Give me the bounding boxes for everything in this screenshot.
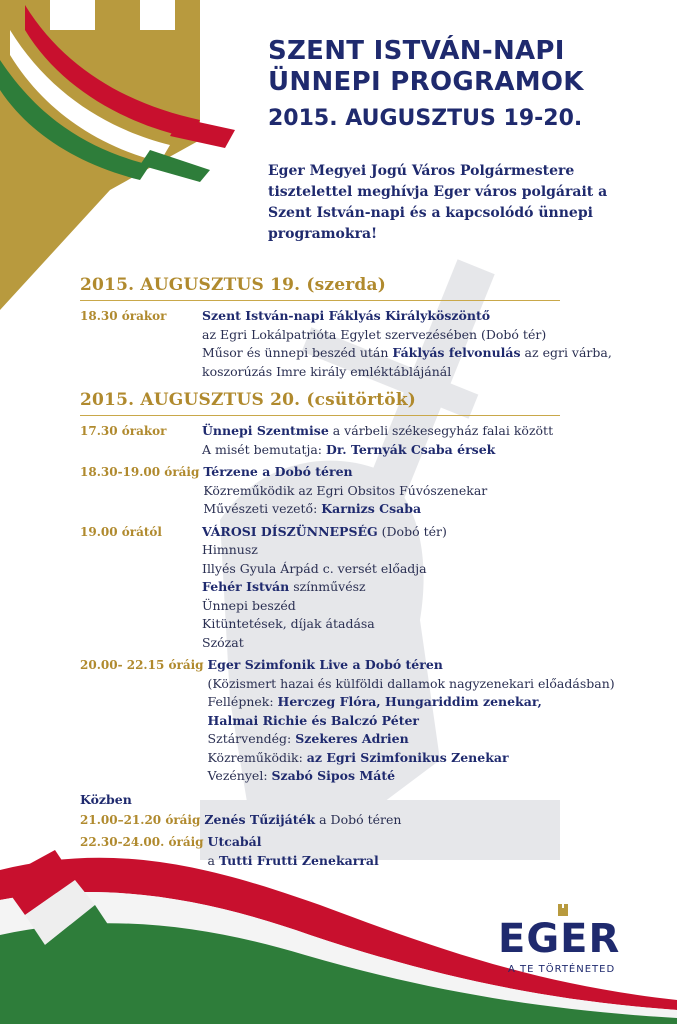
- day2-divider: [80, 415, 560, 416]
- day2-heading: 2015. AUGUSZTUS 20. (csütörtök): [80, 390, 417, 410]
- highlight: Fehér István: [202, 579, 290, 594]
- intro-line-2: tisztelettel meghívja Eger város polgárait a: [268, 184, 608, 200]
- event-time: 18.30 órakor: [80, 309, 167, 323]
- text: Közreműködik:: [207, 749, 307, 765]
- event-body: [208, 833, 379, 870]
- highlight: Fáklyás felvonulás: [392, 345, 521, 360]
- highlight: az Egri Szimfonikus Zenekar: [306, 749, 509, 765]
- intro-line-4: programokra!: [268, 226, 378, 242]
- event-body: [204, 811, 401, 830]
- title-line-2: ÜNNEPI PROGRAMOK: [268, 67, 584, 97]
- event-tuzijatek: [80, 811, 660, 830]
- text: az egri várba,: [520, 345, 612, 360]
- text: Művészeti vezető:: [203, 501, 322, 516]
- kozben-label: Közben: [80, 791, 132, 807]
- event-time: 21.00–21.20 óráig: [80, 812, 201, 827]
- event-line: [208, 767, 615, 786]
- event-title: Utcabál: [207, 834, 262, 849]
- event-line: Kitüntetések, díjak átadása: [202, 616, 375, 631]
- highlight: Herczeg Flóra, Hungariddim zenekar,: [277, 694, 542, 709]
- event-line: [202, 441, 553, 460]
- highlight: Dr. Ternyák Csaba érsek: [325, 441, 496, 457]
- intro-line-1: Eger Megyei Jogú Város Polgármestere: [268, 163, 575, 179]
- event-body: [202, 523, 447, 653]
- event-line: [202, 344, 612, 363]
- text: (Dobó tér): [377, 523, 447, 539]
- event-time: 18.30-19.00 óráig: [80, 465, 200, 479]
- text: a: [207, 852, 219, 868]
- event-line: [208, 749, 615, 768]
- event-body: [203, 463, 487, 519]
- text: Műsor és ünnepi beszéd után: [202, 345, 393, 360]
- text: színművész: [289, 579, 366, 594]
- highlight: Karnizs Csaba: [321, 501, 422, 516]
- event-line: [208, 730, 615, 749]
- event-szentmise: [80, 422, 660, 459]
- event-line: Himnusz: [202, 542, 258, 557]
- event-line: Közreműködik az Egri Obsitos Fúvószenekar: [203, 482, 488, 498]
- logo-tagline: A TE TÖRTÉNETED: [508, 964, 616, 975]
- event-szimfonik: [80, 656, 660, 786]
- event-title: Eger Szimfonik Live a Dobó téren: [207, 657, 443, 672]
- event-terzene: [80, 463, 660, 519]
- highlight: Szekeres Adrien: [295, 731, 409, 746]
- event-time: 22.30-24.00. óráig: [80, 835, 204, 849]
- event-title: Térzene a Dobó téren: [203, 464, 353, 479]
- text: a Dobó téren: [315, 811, 402, 827]
- title-date: 2015. AUGUSZTUS 19-20.: [268, 106, 583, 131]
- event-title-line: [204, 811, 401, 830]
- day1-divider: [80, 300, 560, 301]
- event-title: Zenés Tűzijáték: [204, 811, 316, 827]
- intro-line-3: Szent István-napi és a kapcsolódó ünnepi: [268, 205, 593, 221]
- event-title: VÁROSI DÍSZÜNNEPSÉG: [202, 523, 378, 539]
- event-time: 17.30 órakor: [80, 424, 167, 438]
- text: Fellépnek:: [207, 694, 278, 709]
- logo-text: EGER: [498, 916, 621, 962]
- event-line: [208, 852, 379, 871]
- program-list: [80, 272, 660, 874]
- event-title-line: [202, 422, 553, 441]
- event-body: [202, 422, 553, 459]
- event-body: [202, 307, 612, 381]
- event-line: Halmai Richie és Balczó Péter: [207, 712, 420, 728]
- highlight: Szabó Sipos Máté: [271, 768, 396, 783]
- event-disz: [80, 523, 660, 653]
- text: Vezényel:: [207, 768, 272, 783]
- invitation-text: [268, 161, 658, 245]
- event-title-line: [202, 523, 447, 542]
- event-time: 19.00 órától: [80, 524, 162, 539]
- event-body: [208, 656, 615, 786]
- highlight: Tutti Frutti Zenekarral: [218, 852, 379, 868]
- event-line: Illyés Gyula Árpád c. versét előadja: [202, 560, 427, 576]
- title-line-1: SZENT ISTVÁN-NAPI: [268, 36, 565, 66]
- event-time: 20.00- 22.15 óráig: [80, 658, 204, 672]
- event-line: Szózat: [202, 634, 244, 650]
- event-line: az Egri Lokálpatrióta Egylet szervezésében (Dobó tér): [202, 326, 547, 342]
- event-fakylas: [80, 307, 660, 381]
- event-line: Ünnepi beszéd: [202, 597, 296, 613]
- text: Sztárvendég:: [207, 731, 296, 746]
- eger-logo: [498, 902, 628, 982]
- event-title: Ünnepi Szentmise: [202, 423, 329, 438]
- event-utcabal: [80, 833, 660, 870]
- text: a várbeli székesegyház falai között: [328, 423, 554, 438]
- event-line: [202, 578, 447, 597]
- event-line: (Közismert hazai és külföldi dallamok nagyzenekari előadásban): [207, 675, 615, 691]
- event-line: [203, 500, 487, 519]
- event-title: Szent István-napi Fáklyás Királyköszöntő: [202, 308, 491, 323]
- day1-heading: 2015. AUGUSZTUS 19. (szerda): [80, 275, 386, 295]
- title-block: [268, 36, 668, 134]
- event-line: [208, 693, 615, 712]
- event-line: koszorúzás Imre király emléktáblájánál: [202, 363, 452, 379]
- text: A misét bemutatja:: [202, 441, 326, 457]
